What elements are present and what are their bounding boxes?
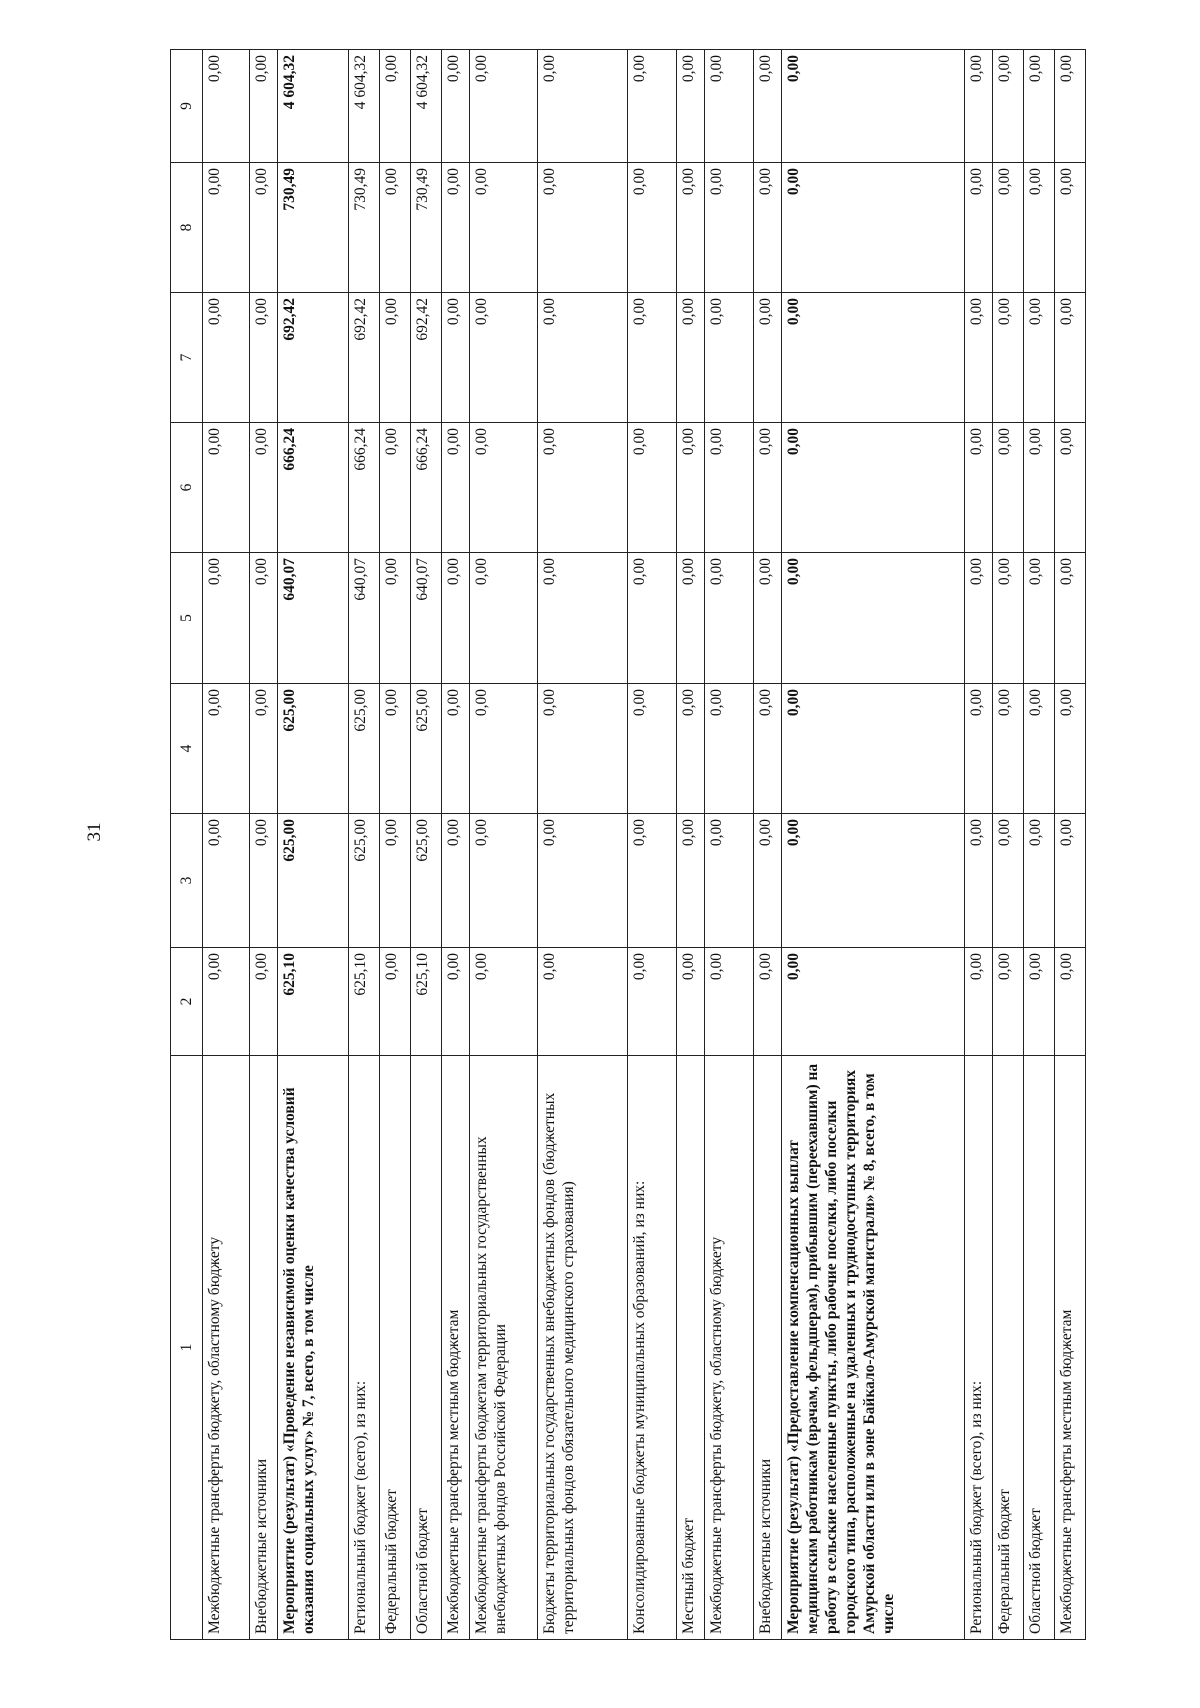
cell-value: 0,00 [1055, 684, 1086, 814]
cell-value: 625,00 [349, 814, 380, 948]
cell-value: 0,00 [203, 293, 250, 423]
cell-value: 0,00 [1055, 553, 1086, 684]
cell-value: 0,00 [705, 50, 754, 163]
cell-value: 0,00 [705, 684, 754, 814]
cell-value: 0,00 [705, 814, 754, 948]
cell-value: 0,00 [203, 50, 250, 163]
cell-value: 0,00 [538, 293, 628, 423]
row-label: Федеральный бюджет [993, 1056, 1024, 1640]
header-cell: 4 [171, 684, 203, 814]
cell-value: 0,00 [380, 553, 411, 684]
cell-value: 0,00 [965, 553, 993, 684]
cell-value: 4 604,32 [278, 50, 349, 163]
cell-value: 0,00 [538, 423, 628, 553]
cell-value: 0,00 [250, 814, 278, 948]
cell-value: 0,00 [628, 293, 677, 423]
cell-value: 0,00 [782, 553, 965, 684]
cell-value: 0,00 [677, 814, 705, 948]
cell-value: 0,00 [250, 163, 278, 293]
cell-value: 0,00 [250, 50, 278, 163]
cell-value: 0,00 [677, 948, 705, 1056]
cell-value: 0,00 [203, 814, 250, 948]
cell-value: 0,00 [442, 948, 470, 1056]
cell-value: 0,00 [782, 50, 965, 163]
cell-value: 0,00 [782, 684, 965, 814]
cell-value: 0,00 [380, 814, 411, 948]
cell-value: 0,00 [628, 423, 677, 553]
cell-value: 666,24 [278, 423, 349, 553]
cell-value: 0,00 [250, 293, 278, 423]
cell-value: 0,00 [993, 814, 1024, 948]
cell-value: 0,00 [1055, 293, 1086, 423]
cell-value: 0,00 [782, 814, 965, 948]
row-label: Межбюджетные трансферты местным бюджетам [442, 1056, 470, 1640]
cell-value: 0,00 [442, 50, 470, 163]
cell-value: 0,00 [1055, 163, 1086, 293]
cell-value: 0,00 [1024, 423, 1055, 553]
cell-value: 0,00 [754, 50, 782, 163]
cell-value: 625,00 [278, 814, 349, 948]
cell-value: 0,00 [677, 163, 705, 293]
cell-value: 0,00 [1024, 684, 1055, 814]
cell-value: 0,00 [203, 423, 250, 553]
cell-value: 0,00 [965, 423, 993, 553]
header-cell: 3 [171, 814, 203, 948]
budget-table [170, 49, 1086, 1640]
cell-value: 0,00 [380, 684, 411, 814]
cell-value: 0,00 [705, 948, 754, 1056]
cell-value: 0,00 [538, 814, 628, 948]
cell-value: 0,00 [993, 50, 1024, 163]
row-label: Межбюджетные трансферты бюджету, областному бюджету [705, 1056, 754, 1640]
table-row [677, 50, 705, 1640]
cell-value: 692,42 [349, 293, 380, 423]
cell-value: 0,00 [993, 948, 1024, 1056]
table-row [754, 50, 782, 1640]
cell-value: 0,00 [754, 163, 782, 293]
cell-value: 4 604,32 [349, 50, 380, 163]
cell-value: 0,00 [380, 423, 411, 553]
table-row [250, 50, 278, 1640]
cell-value: 0,00 [993, 293, 1024, 423]
table-row [411, 50, 442, 1640]
cell-value: 4 604,32 [411, 50, 442, 163]
cell-value: 0,00 [538, 163, 628, 293]
table-row [203, 50, 250, 1640]
cell-value: 0,00 [250, 684, 278, 814]
cell-value: 0,00 [677, 50, 705, 163]
cell-value: 0,00 [782, 293, 965, 423]
cell-value: 0,00 [628, 948, 677, 1056]
cell-value: 625,00 [278, 684, 349, 814]
row-label: Областной бюджет [1024, 1056, 1055, 1640]
page-number: 31 [84, 822, 105, 842]
cell-value: 0,00 [470, 423, 538, 553]
cell-value: 0,00 [993, 684, 1024, 814]
row-label: Внебюджетные источники [754, 1056, 782, 1640]
cell-value: 0,00 [250, 423, 278, 553]
header-row [171, 50, 203, 1640]
cell-value: 666,24 [349, 423, 380, 553]
header-cell: 9 [171, 50, 203, 163]
cell-value: 0,00 [380, 50, 411, 163]
cell-value: 0,00 [677, 293, 705, 423]
row-label: Областной бюджет [411, 1056, 442, 1640]
cell-value: 640,07 [278, 553, 349, 684]
cell-value: 0,00 [442, 423, 470, 553]
table-row [965, 50, 993, 1640]
table-row [1055, 50, 1086, 1640]
cell-value: 0,00 [677, 684, 705, 814]
table-row-measure-7 [278, 50, 349, 1640]
cell-value: 0,00 [203, 553, 250, 684]
cell-value: 0,00 [1024, 948, 1055, 1056]
cell-value: 0,00 [442, 684, 470, 814]
cell-value: 692,42 [411, 293, 442, 423]
cell-value: 0,00 [754, 293, 782, 423]
cell-value: 0,00 [628, 50, 677, 163]
table-row-measure-8 [782, 50, 965, 1640]
row-label: Мероприятие (результат) «Предоставление компенсационных выплат медицинским работникам (врачам, фельдшерам), прибывшим (переехавшим) на работу в сельские населенные пункты, либо рабочие поселки, либо поселки городского типа, расположенные на удаленных и труднодоступных территориях Амурской области или в зоне Байкало-Амурской магистрали» № 8, всего, в том числе [782, 1056, 965, 1640]
cell-value: 0,00 [442, 814, 470, 948]
cell-value: 0,00 [628, 163, 677, 293]
cell-value: 640,07 [411, 553, 442, 684]
row-label: Региональный бюджет (всего), из них: [349, 1056, 380, 1640]
cell-value: 0,00 [965, 50, 993, 163]
row-label: Консолидированные бюджеты муниципальных образований, из них: [628, 1056, 677, 1640]
cell-value: 0,00 [965, 814, 993, 948]
cell-value: 0,00 [782, 163, 965, 293]
cell-value: 0,00 [965, 684, 993, 814]
cell-value: 0,00 [754, 553, 782, 684]
cell-value: 0,00 [754, 423, 782, 553]
table-row [705, 50, 754, 1640]
cell-value: 666,24 [411, 423, 442, 553]
cell-value: 0,00 [203, 684, 250, 814]
table-row [1024, 50, 1055, 1640]
cell-value: 0,00 [1055, 814, 1086, 948]
cell-value: 0,00 [380, 948, 411, 1056]
cell-value: 0,00 [965, 293, 993, 423]
cell-value: 0,00 [538, 684, 628, 814]
row-label: Мероприятие (результат) «Проведение независимой оценки качества условий оказания социальных услуг» № 7, всего, в том числе [278, 1056, 349, 1640]
table-row [538, 50, 628, 1640]
rotated-table-container [170, 50, 1075, 1640]
table-row [993, 50, 1024, 1640]
cell-value: 0,00 [782, 423, 965, 553]
row-label: Бюджеты территориальных государственных внебюджетных фондов (бюджетных территориальных фондов обязательного медицинского страхования) [538, 1056, 628, 1640]
cell-value: 0,00 [470, 553, 538, 684]
table-row [349, 50, 380, 1640]
cell-value: 0,00 [628, 684, 677, 814]
header-cell: 5 [171, 553, 203, 684]
header-cell: 2 [171, 948, 203, 1056]
cell-value: 625,00 [411, 814, 442, 948]
header-cell: 7 [171, 293, 203, 423]
cell-value: 0,00 [993, 423, 1024, 553]
cell-value: 0,00 [677, 423, 705, 553]
row-label: Федеральный бюджет [380, 1056, 411, 1640]
cell-value: 0,00 [380, 293, 411, 423]
cell-value: 692,42 [278, 293, 349, 423]
cell-value: 0,00 [628, 814, 677, 948]
table-row [628, 50, 677, 1640]
row-label: Региональный бюджет (всего), из них: [965, 1056, 993, 1640]
cell-value: 0,00 [538, 553, 628, 684]
table-row [442, 50, 470, 1640]
header-cell: 1 [171, 1056, 203, 1640]
header-cell: 8 [171, 163, 203, 293]
cell-value: 625,10 [411, 948, 442, 1056]
cell-value: 0,00 [538, 948, 628, 1056]
cell-value: 0,00 [993, 553, 1024, 684]
cell-value: 0,00 [1055, 50, 1086, 163]
cell-value: 0,00 [250, 948, 278, 1056]
cell-value: 0,00 [470, 948, 538, 1056]
cell-value: 0,00 [538, 50, 628, 163]
cell-value: 0,00 [470, 814, 538, 948]
cell-value: 0,00 [965, 163, 993, 293]
cell-value: 0,00 [705, 423, 754, 553]
cell-value: 0,00 [250, 553, 278, 684]
cell-value: 0,00 [380, 163, 411, 293]
cell-value: 0,00 [993, 163, 1024, 293]
cell-value: 730,49 [411, 163, 442, 293]
cell-value: 0,00 [705, 293, 754, 423]
cell-value: 0,00 [470, 684, 538, 814]
row-label: Межбюджетные трансферты бюджетам территориальных государственных внебюджетных фондов Российской Федерации [470, 1056, 538, 1640]
cell-value: 0,00 [754, 684, 782, 814]
cell-value: 625,10 [278, 948, 349, 1056]
header-cell: 6 [171, 423, 203, 553]
cell-value: 0,00 [470, 293, 538, 423]
cell-value: 0,00 [628, 553, 677, 684]
row-label: Местный бюджет [677, 1056, 705, 1640]
cell-value: 0,00 [782, 948, 965, 1056]
table-row [470, 50, 538, 1640]
cell-value: 0,00 [1024, 293, 1055, 423]
cell-value: 0,00 [442, 163, 470, 293]
cell-value: 0,00 [754, 814, 782, 948]
cell-value: 0,00 [442, 293, 470, 423]
cell-value: 0,00 [1024, 163, 1055, 293]
cell-value: 0,00 [705, 163, 754, 293]
cell-value: 640,07 [349, 553, 380, 684]
cell-value: 0,00 [1055, 948, 1086, 1056]
row-label: Межбюджетные трансферты местным бюджетам [1055, 1056, 1086, 1640]
cell-value: 0,00 [965, 948, 993, 1056]
cell-value: 625,00 [411, 684, 442, 814]
table-row [380, 50, 411, 1640]
cell-value: 0,00 [470, 163, 538, 293]
cell-value: 0,00 [754, 948, 782, 1056]
cell-value: 0,00 [677, 553, 705, 684]
row-label: Внебюджетные источники [250, 1056, 278, 1640]
cell-value: 0,00 [203, 163, 250, 293]
cell-value: 0,00 [203, 948, 250, 1056]
cell-value: 0,00 [1024, 814, 1055, 948]
cell-value: 730,49 [278, 163, 349, 293]
cell-value: 0,00 [1024, 553, 1055, 684]
cell-value: 730,49 [349, 163, 380, 293]
cell-value: 0,00 [442, 553, 470, 684]
row-label: Межбюджетные трансферты бюджету, областному бюджету [203, 1056, 250, 1640]
cell-value: 0,00 [1024, 50, 1055, 163]
cell-value: 625,00 [349, 684, 380, 814]
cell-value: 625,10 [349, 948, 380, 1056]
cell-value: 0,00 [470, 50, 538, 163]
cell-value: 0,00 [705, 553, 754, 684]
cell-value: 0,00 [1055, 423, 1086, 553]
